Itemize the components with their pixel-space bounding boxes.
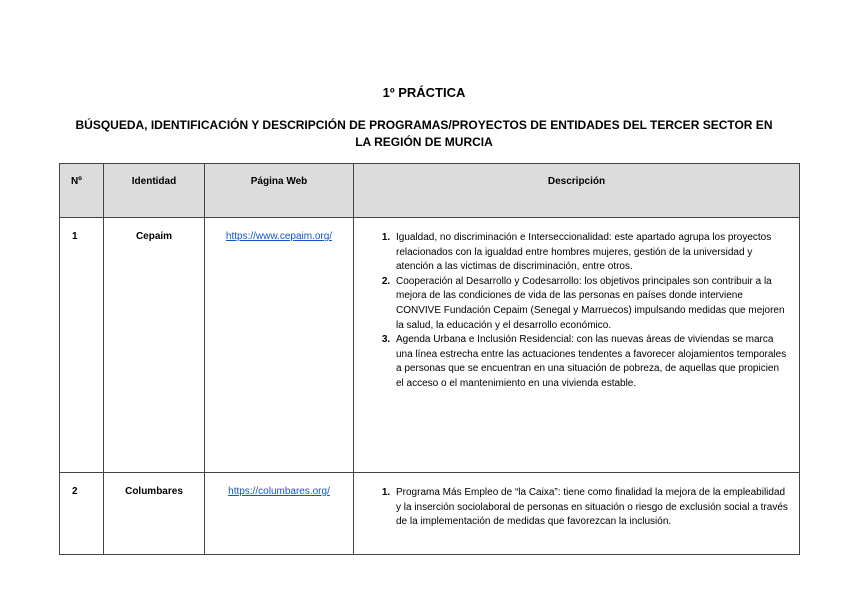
programs-table <box>59 163 800 555</box>
row-web-cell <box>205 473 354 555</box>
header-web: Página Web <box>205 164 354 218</box>
document-title: 1º PRÁCTICA <box>382 85 466 100</box>
row-identity: Columbares <box>104 473 205 555</box>
header-identity: Identidad <box>104 164 205 218</box>
table-row <box>60 473 800 555</box>
description-item: 1. Igualdad, no discriminación e Interseccionalidad: este apartado agrupa los proyectos relacionados con la igualdad entre hombres mujeres, gestión de la universidad y atención a las victimas de discriminación, entre otros. <box>393 231 789 275</box>
row-identity: Cepaim <box>104 218 205 473</box>
header-description: Descripción <box>354 164 800 218</box>
header-num: Nº <box>60 164 104 218</box>
row-description <box>354 218 800 473</box>
description-item: 3. Agenda Urbana e Inclusión Residencial: con las nuevas áreas de viviendas se marca una línea estrecha entre las actuaciones tendentes a favorecer alojamientos temporales a personas que se encuentran en una situación de pobreza, de aquellas que propicien el acceso o el mantenimiento en una vivienda estable. <box>393 333 789 391</box>
document-subtitle: BÚSQUEDA, IDENTIFICACIÓN Y DESCRIPCIÓN DE PROGRAMAS/PROYECTOS DE ENTIDADES DEL TERCER SECTOR EN LA REGIÓN DE MURCIA <box>75 118 773 149</box>
row-num: 1 <box>60 218 104 473</box>
description-item: 1. Programa Más Empleo de “la Caixa”: tiene como finalidad la mejora de la empleabilidad y la inserción sociolaboral de personas en situación o riesgo de exclusión social a través de la implementación de medidas que favorezcan la inclusión. <box>393 486 789 530</box>
web-link[interactable]: https://www.cepaim.org/ <box>225 231 333 242</box>
table-header-row <box>60 164 800 218</box>
web-link[interactable]: https://columbares.org/ <box>228 486 330 497</box>
description-list <box>358 231 789 392</box>
description-item: 2. Cooperación al Desarrollo y Codesarrollo: los objetivos principales son contribuir a la mejora de las condiciones de vida de las personas en países donde interviene CONVIVE Fundación Cepaim (Senegal y Marruecos) impulsando medidas que mejoren la salud, la educación y el desarrollo económico. <box>393 275 789 333</box>
table-row <box>60 218 800 473</box>
row-num: 2 <box>60 473 104 555</box>
description-list <box>358 486 789 530</box>
row-description <box>354 473 800 555</box>
row-web-cell <box>205 218 354 473</box>
